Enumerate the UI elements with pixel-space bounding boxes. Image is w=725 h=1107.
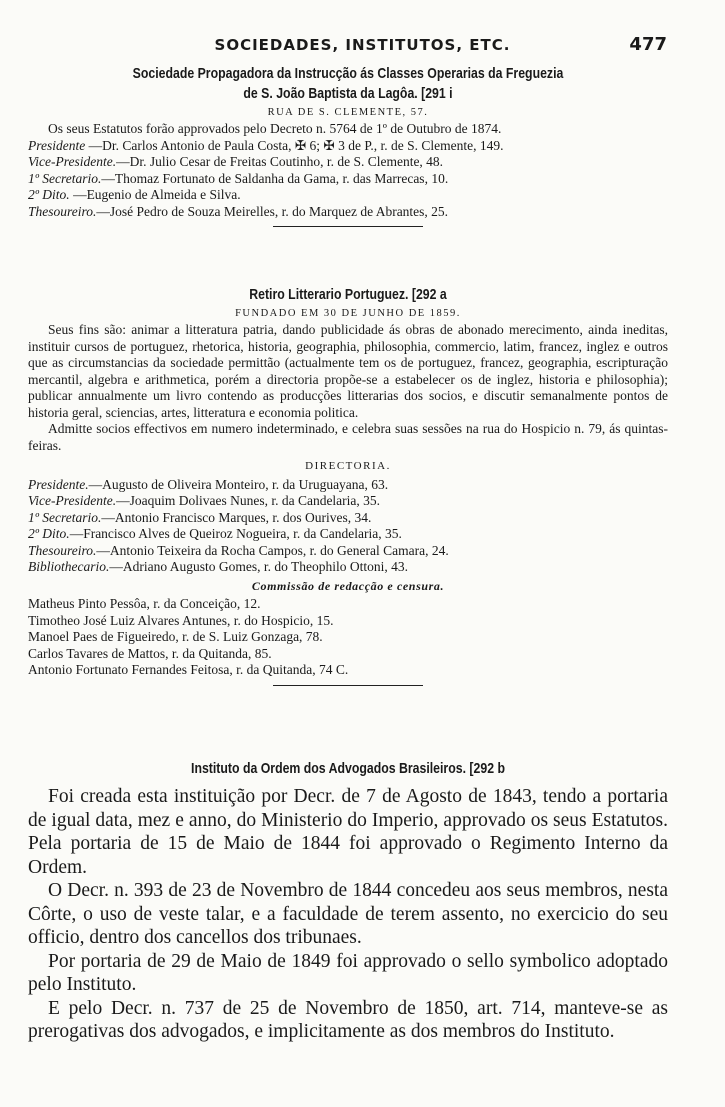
officer-line: Vice-Presidente.—Dr. Julio Cesar de Freitas Coutinho, r. de S. Clemente, 48. (28, 154, 444, 169)
directoria-line: Presidente.—Augusto de Oliveira Monteiro, r. da Uruguayana, 63. (28, 476, 389, 492)
founded-date: FUNDADO EM 30 DE JUNHO DE 1859. (235, 308, 461, 319)
commission-member: Antonio Fortunato Fernandes Feitosa, r. da Quitanda, 74 C. (28, 662, 349, 677)
section-retiro-litterario (28, 285, 668, 692)
officer-line: 2º Dito. —Eugenio de Almeida e Silva. (28, 187, 241, 202)
section-heading: Retiro Litterario Portuguez. [292 a (249, 286, 447, 303)
section-heading-line1: Sociedade Propagadora da Instrucção ás Classes Operarias da Freguezia (132, 65, 564, 82)
section-heading: Instituto da Ordem dos Advogados Brasileiros. [292 b (191, 760, 505, 777)
directoria-line: Bibliothecario.—Adriano Augusto Gomes, r. do Theophilo Ottoni, 43. (28, 559, 408, 574)
running-head (0, 36, 725, 58)
section-address: RUA DE S. CLEMENTE, 57. (267, 107, 429, 118)
directoria-line: Vice-Presidente.—Joaquim Dolivaes Nunes, r. da Candelaria, 35. (28, 493, 381, 508)
running-head-title: SOCIEDADES, INSTITUTOS, ETC. (214, 36, 511, 54)
commission-member: Carlos Tavares de Mattos, r. da Quitanda, 85. (28, 645, 272, 661)
section-sociedade-propagadora (28, 64, 668, 233)
section-instituto-advogados (28, 759, 668, 1044)
directoria-label: DIRECTORIA. (305, 460, 391, 472)
section-heading-line2: de S. João Baptista da Lagôa. [291 i (243, 85, 453, 102)
history-paragraph: O Decr. n. 393 de 23 de Novembro de 1844 concedeu aos seus membros, nesta Côrte, o uso de veste talar, e a faculdade de terem assento, no exercicio do seu officio, dentro dos cancellos dos tribunaes. (28, 880, 668, 948)
purpose-paragraph: Seus fins são: animar a litteratura patria, dando publicidade ás obras de abonado merecimento, ainda ineditas, instituir cursos de portuguez, rhetorica, historia, geographia, philosophia, commercio, latim, francez, inglez e outros que as circumstancias da sociedade permittão (actualmente tem os de portuguez, francez, geographia, escripturação mercantil, algebra e arithmetica, porém a directoria propõe-se a estabelecer os de inglez, historia e philosophia); publicar annualmente um livro contendo as producções litterarias dos socios, e discutir semanalmente pontos de historia geral, sciencias, artes, litteratura e economia politica. (28, 322, 668, 420)
history-paragraph: Por portaria de 29 de Maio de 1849 foi approvado o sello symbolico adoptado pelo Instituto. (28, 950, 668, 995)
members-paragraph: Admitte socios effectivos em numero indeterminado, e celebra suas sessões na rua do Hospicio n. 79, ás quintas-feiras. (28, 421, 668, 453)
statutes-text: Os seus Estatutos forão approvados pelo Decreto n. 5764 de 1º de Outubro de 1874. (48, 121, 502, 136)
history-paragraph: E pelo Decr. n. 737 de 25 de Novembro de 1850, art. 714, manteve-se as prerogativas dos advogados, e implicitamente as dos membros do Instituto. (28, 997, 668, 1042)
page-number: 477 (629, 34, 667, 55)
section-divider (273, 226, 423, 227)
commission-member: Timotheo José Luiz Alvares Antunes, r. do Hospicio, 15. (28, 612, 334, 628)
commission-member: Manoel Paes de Figueiredo, r. de S. Luiz Gonzaga, 78. (28, 629, 323, 644)
section-divider (273, 685, 423, 686)
history-paragraph: Foi creada esta instituição por Decr. de 7 de Agosto de 1843, tendo a portaria de igual data, mez e anno, do Ministerio do Imperio, approvado os seus Estatutos. Pela portaria de 15 de Maio de 1844 foi approvado o Regimento Interno da Ordem. (28, 786, 668, 878)
directoria-line: Thesoureiro.—Antonio Teixeira da Rocha Campos, r. do General Camara, 24. (28, 542, 449, 558)
commission-label: Commissão de redacção e censura. (251, 578, 445, 593)
officer-line: 1º Secretario.—Thomaz Fortunato de Saldanha da Gama, r. das Marrecas, 10. (28, 170, 449, 186)
commission-member: Matheus Pinto Pessôa, r. da Conceição, 12. (28, 596, 261, 611)
directoria-line: 1º Secretario.—Antonio Francisco Marques, r. dos Ourives, 34. (28, 509, 372, 525)
officer-line: Thesoureiro.—José Pedro de Souza Meirelles, r. do Marquez de Abrantes, 25. (28, 203, 449, 219)
officer-line: Presidente —Dr. Carlos Antonio de Paula Costa, ✠ 6; ✠ 3 de P., r. de S. Clemente, 149. (28, 137, 504, 153)
directoria-line: 2º Dito.—Francisco Alves de Queiroz Nogueira, r. da Candelaria, 35. (28, 526, 402, 541)
